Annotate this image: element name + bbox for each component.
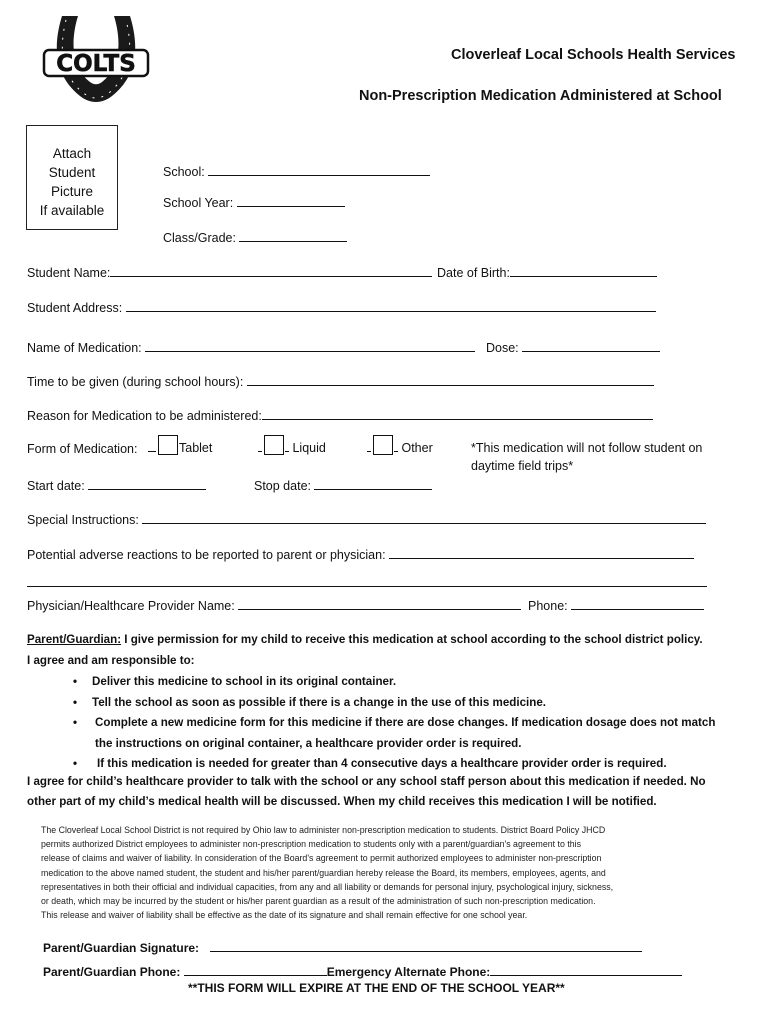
adverse-reactions-line[interactable] xyxy=(27,586,707,587)
student-name-field[interactable]: Student Name: xyxy=(27,265,432,280)
medication-name-field[interactable]: Name of Medication: xyxy=(27,340,475,355)
parent-phone-field[interactable]: Parent/Guardian Phone: Emergency Alternate Phone: xyxy=(43,964,682,979)
consent-line-1: Parent/Guardian: I give permission for my child to receive this medication at school according to the school district policy. xyxy=(27,633,703,646)
other-checkbox[interactable] xyxy=(373,435,393,455)
student-address-field[interactable]: Student Address: xyxy=(27,300,656,315)
stop-date-field[interactable]: Stop date: xyxy=(254,478,432,493)
field-trip-note: *This medication will not follow student on daytime field trips* xyxy=(471,441,703,473)
liability-waiver: The Cloverleaf Local School District is not required by Ohio law to administer non-prescription medication to students. District Board Policy JHCD permits authorized District employees to administer non-prescription medication to students only with a parent/guardian's agreement to this release of claims and waiver of liability. In consideration of the Board's agreement to permit authorized employees to administer non-prescription medication to the above named student, the student and his/her parent/guardian hereby release the Board, its members, employees, agents, and representatives in both their official and individual capacities, from any and all liability or demands for personal injury, psychological injury, sickness, or death, which may be incurred by the student or his/her parent guardian as a result of the administration of such non-prescription medication. This release and waiver of liability shall be effective as the date of its signature and shall remain effective for one school year. xyxy=(41,825,614,921)
signature-field[interactable]: Parent/Guardian Signature: xyxy=(43,940,642,955)
school-year-field[interactable]: School Year: xyxy=(163,195,345,210)
list-item: • Complete a new medicine form for this medicine if there are dose changes. If medication dosage does not match xyxy=(70,713,715,734)
consent-line-4: other part of my child’s medical health will be discussed. When my child receives this medication I will be notified. xyxy=(27,795,657,808)
form-of-medication-label: Form of Medication: xyxy=(27,442,138,456)
dose-field[interactable]: Dose: xyxy=(486,340,660,355)
list-item: • If this medication is needed for greater than 4 consecutive days a healthcare provider order is required. xyxy=(70,754,715,775)
liquid-checkbox[interactable] xyxy=(264,435,284,455)
other-option[interactable]: Other xyxy=(367,435,433,455)
expire-notice: **THIS FORM WILL EXPIRE AT THE END OF THE SCHOOL YEAR** xyxy=(188,981,565,995)
physician-phone-field[interactable]: Phone: xyxy=(528,598,704,613)
class-grade-field[interactable]: Class/Grade: xyxy=(163,230,347,245)
colts-logo xyxy=(40,12,152,107)
liquid-option[interactable]: Liquid xyxy=(258,435,326,455)
consent-line-3: I agree for child’s healthcare provider to talk with the school or any school staff person about this medication if needed. No xyxy=(27,775,706,788)
time-given-field[interactable]: Time to be given (during school hours): xyxy=(27,374,654,389)
special-instructions-field[interactable]: Special Instructions: xyxy=(27,512,706,527)
start-date-field[interactable]: Start date: xyxy=(27,478,206,493)
list-item-continuation: the instructions on original container, a healthcare provider order is required. xyxy=(95,736,522,750)
consent-line-2: I agree and am responsible to: xyxy=(27,654,195,667)
form-subtitle: Non-Prescription Medication Administered at School xyxy=(359,88,722,104)
form-title: Cloverleaf Local Schools Health Services xyxy=(451,47,736,63)
tablet-option[interactable]: Tablet xyxy=(148,435,212,455)
consent-bullets xyxy=(70,672,715,775)
svg-text:COLTS: COLTS xyxy=(56,51,136,77)
school-field[interactable]: School: xyxy=(163,164,430,179)
physician-name-field[interactable]: Physician/Healthcare Provider Name: xyxy=(27,598,521,613)
list-item: • Tell the school as soon as possible if there is a change in the use of this medicine. xyxy=(70,693,715,714)
reason-field[interactable]: Reason for Medication to be administered: xyxy=(27,408,653,423)
adverse-reactions-field[interactable]: Potential adverse reactions to be reported to parent or physician: xyxy=(27,547,694,562)
list-item: • Deliver this medicine to school in its original container. xyxy=(70,672,715,693)
photo-box[interactable]: Attach Student Picture If available xyxy=(26,125,118,230)
tablet-checkbox[interactable] xyxy=(158,435,178,455)
date-of-birth-field[interactable]: Date of Birth: xyxy=(437,265,657,280)
